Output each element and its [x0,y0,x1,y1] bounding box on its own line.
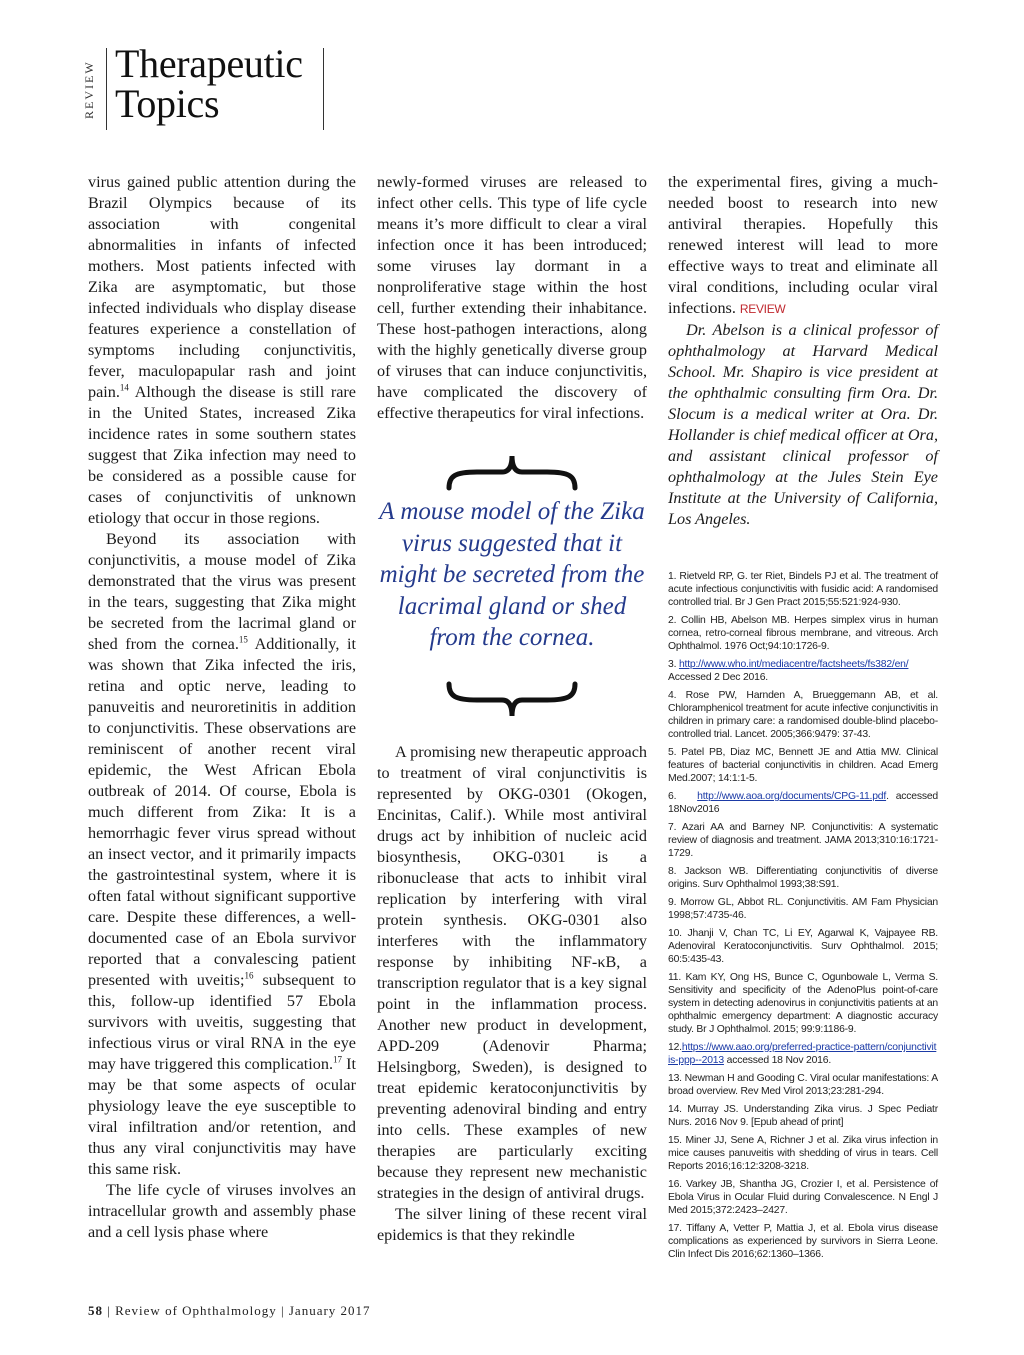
issue-date: January 2017 [288,1303,371,1318]
page-number: 58 [88,1303,103,1318]
footer-separator: | [281,1303,285,1318]
text-run: virus gained public attention during the Brazil Olympics because of its association with congenital abnormalities in infants of infected mothers. Most patients infected with Zika are asymptomatic, but those infected individuals who display disease features experience a constellation of symptoms including conjunctivitis, fever, maculopapular rash and joint pain. [88,173,356,401]
citation: 16 [244,970,254,981]
text-run: Although the disease is still rare in the United States, increased Zika incidence rates in some southern states suggest that Zika infection may need to be considered as a possible cause for cases of conjunctivitis of unknown etiology that occur in those regions. [88,383,356,527]
article-column-2 [377,172,647,424]
reference-item: 15. Miner JJ, Sene A, Richner J et al. Zika virus infection in mice causes panuveitis with shedding of virus in tears. Cell Reports 2016;16:12:3208-3218. [668,1135,938,1172]
reference-number: 12. [668,1042,682,1053]
reference-item: 7. Azari AA and Barney NP. Conjunctivitis: A systematic review of diagnosis and treatment. JAMA 2013;310:16:1721-1729. [668,822,938,859]
reference-item: 10. Jhanji V, Chan TC, Li EY, Agarwal K, Vajpayee RB. Adenoviral Keratoconjunctivitis. Surv Ophthalmol. 2015; 60:5:435-43. [668,928,938,965]
reference-accessed: . accessed 18Nov2016 [668,791,939,815]
text-run: Beyond its association with conjunctivitis, a mouse model of Zika demonstrated that the virus was present in the tears, suggesting that Zika might be secreted from the lacrimal gland or shed from the cornea. [88,530,356,653]
references-list [668,570,938,1266]
reference-link[interactable]: http://www.aoa.org/documents/CPG-11.pdf [697,791,887,802]
article-column-2-continued [377,742,647,1246]
text-run: the experimental fires, giving a much-needed boost to research into new antiviral therapies. Hopefully this renewed interest will lead to more effective ways to treat and eliminate all viral conditions, including ocular viral infections. [668,173,938,317]
paragraph: newly-formed viruses are released to infect other cells. This type of life cycle means it’s more difficult to clear a viral infection once it has been introduced; some viruses lay dormant in a nonproliferative stage within the host cell, further extending their inhabitance. These host-pathogen interactions, along with the highly genetically diverse group of viruses that can induce conjunctivitis, have complicated the discovery of effective therapeutics for viral infections. [377,173,647,422]
text-run: subsequent to this, follow-up identified 57 Ebola survivors with uveitis, suggesting that infectious virus or viral RNA in the eye may have triggered this complication. [88,971,356,1073]
reference-accessed: Accessed 2 Dec 2016. [668,672,768,683]
reference-number: 3. [668,659,679,670]
reference-number: 6. [668,791,677,802]
paragraph: A promising new therapeutic approach to treatment of viral conjunctivitis is represented by OKG-0301 (Okogen, Encinitas, Calif.). While most antiviral drugs act by inhibition of nucleic acid biosynthesis, OKG-0301 is a ribonuclease that acts to inhibit viral replication by interfering with viral protein synthesis. OKG-0301 also interferes with the inflammatory response by inhibiting NF-κB, a transcription regulator that is a key signal point in the inflammation process. Another new product in development, APD-209 (Adenovir Pharma; Helsingborg, Sweden), is designed to treat epidemic keratoconjunctivitis by preventing adenoviral binding and entry into cells. These examples of new therapies are particularly exciting because they represent new mechanistic strategies in the design of antiviral drugs. [377,743,647,1202]
article-column-1 [88,172,356,1243]
reference-item: 9. Morrow GL, Abbot RL. Conjunctivitis. AM Fam Physician 1998;57:4735-46. [668,897,938,921]
page-footer [88,1303,371,1319]
header-rule-left [106,48,107,130]
reference-item: 5. Patel PB, Diaz MC, Bennett JE and Attia MW. Clinical features of bacterial conjunctivitis in children. Acad Emerg Med.2007; 14:1:1-5. [668,747,938,784]
reference-item: 4. Rose PW, Harnden A, Brueggemann AB, et al. Chloramphenicol treatment for acute infective conjunctivitis in children in primary care: a randomised double-blind placebo-controlled trial. Lancet. 2005;366:9479: 37-43. [668,690,938,740]
reference-item: 11. Kam KY, Ong HS, Bunce C, Ogunbowale L, Verma S. Sensitivity and specificity of the AdenoPlus point-of-care system in detecting adenovirus in conjunctivitis patients at an ophthalmic emergency department: A diagnostic accuracy study. Br J Ophthalmol. 2015; 99:9:1186-9. [668,972,938,1035]
section-title-line2: Topics [115,81,220,126]
end-of-article-tag: REVIEW [739,302,786,316]
reference-item: 14. Murray JS. Understanding Zika virus. J Spec Pediatr Nurs. 2016 Nov 9. [Epub ahead of print] [668,1104,938,1128]
section-title [115,41,325,126]
paragraph [88,529,356,1180]
reference-link[interactable]: http://www.who.int/mediacentre/factsheets/fs382/en/ [678,659,909,670]
header-rule-right [323,48,324,130]
text-run: Additionally, it was shown that Zika infected the iris, retina and optic nerve, leading to panuveitis and neuroretinitis in addition to conjunctivitis. These observations are reminiscent of another recent viral epidemic, the West African Ebola outbreak of 2014. Of course, Ebola is much different from Zika: It is a hemorrhagic fever virus spread without an insect vector, and it primarily impacts the gastrointestinal system, where it is often fatal without significant supportive care. Despite these differences, a well-documented case of an Ebola survivor reported that a convalescing patient presented with uveitis; [88,635,356,989]
brace-bottom-icon [377,680,647,720]
paragraph: The life cycle of viruses involves an intracellular growth and assembly phase and a cell lysis phase where [88,1181,356,1241]
reference-item: 1. Rietveld RP, G. ter Riet, Bindels PJ et al. The treatment of acute infectious conjunctivitis with fusidic acid: A randomised controlled trial. Br J Gen Pract 2015;55:521:924-930. [668,571,938,608]
reference-item [668,790,938,816]
author-bio: Dr. Abelson is a clinical professor of ophthalmology at Harvard Medical School. Mr. Shapiro is vice president at the ophthalmic consulting firm Ora. Dr. Slocum is a medical writer at Ora. Dr. Hollander is chief medical officer at Ora, and assistant clinical professor of ophthalmology at the Jules Stein Eye Institute at the University of California, Los Angeles. [668,321,938,528]
paragraph: The silver lining of these recent viral epidemics is that they rekindle [377,1205,647,1244]
reference-item [668,1041,938,1067]
reference-link[interactable]: https://www.aao.org/preferred-practice-pattern/conjunctivitis-ppp--2013 [668,1042,937,1066]
pull-quote-text: A mouse model of the Zika virus suggested that it might be secreted from the lacrimal gland or shed from the cornea. [379,498,645,651]
reference-item: 13. Newman H and Gooding C. Viral ocular manifestations: A broad overview. Rev Med Virol 2013;23:281-294. [668,1073,938,1097]
pull-quote [377,452,647,722]
citation: 14 [119,382,129,393]
reference-item: 16. Varkey JB, Shantha JG, Crozier I, et al. Persistence of Ebola Virus in Ocular Fluid during Convalescence. N Engl J Med 2015;372:2423–2427. [668,1179,938,1216]
publication-name: Review of Ophthalmology [115,1303,277,1318]
citation: 17 [333,1054,343,1065]
paragraph [88,172,356,529]
brace-top-icon [377,452,647,492]
paragraph [668,172,938,320]
reference-accessed: accessed 18 Nov 2016. [723,1055,832,1066]
citation: 15 [238,634,248,645]
reference-item: 17. Tiffany A, Vetter P, Mattia J, et al. Ebola virus disease complications as experienced by survivors in Sierra Leone. Clin Infect Dis 2016;62:1360–1366. [668,1223,938,1260]
section-title-line1: Therapeutic [115,41,303,86]
article-column-3 [668,172,938,530]
footer-separator: | [107,1303,111,1318]
text-run: It may be that some aspects of ocular physiology leave the eye susceptible to viral infiltration and/or retention, and thus any viral conjunctivitis may have this same risk. [88,1055,356,1178]
reference-item: 8. Jackson WB. Differentiating conjunctivitis of diverse origins. Surv Ophthalmol 1993;38:S91. [668,866,938,890]
reference-item: 2. Collin HB, Abelson MB. Herpes simplex virus in human cornea, retro-corneal fibrous membrane, and vitreous. Arch Ophthalmol. 1976 Oct;94:10:1726-9. [668,615,938,652]
reference-item [668,658,938,684]
review-vertical-label: REVIEW [82,60,96,120]
